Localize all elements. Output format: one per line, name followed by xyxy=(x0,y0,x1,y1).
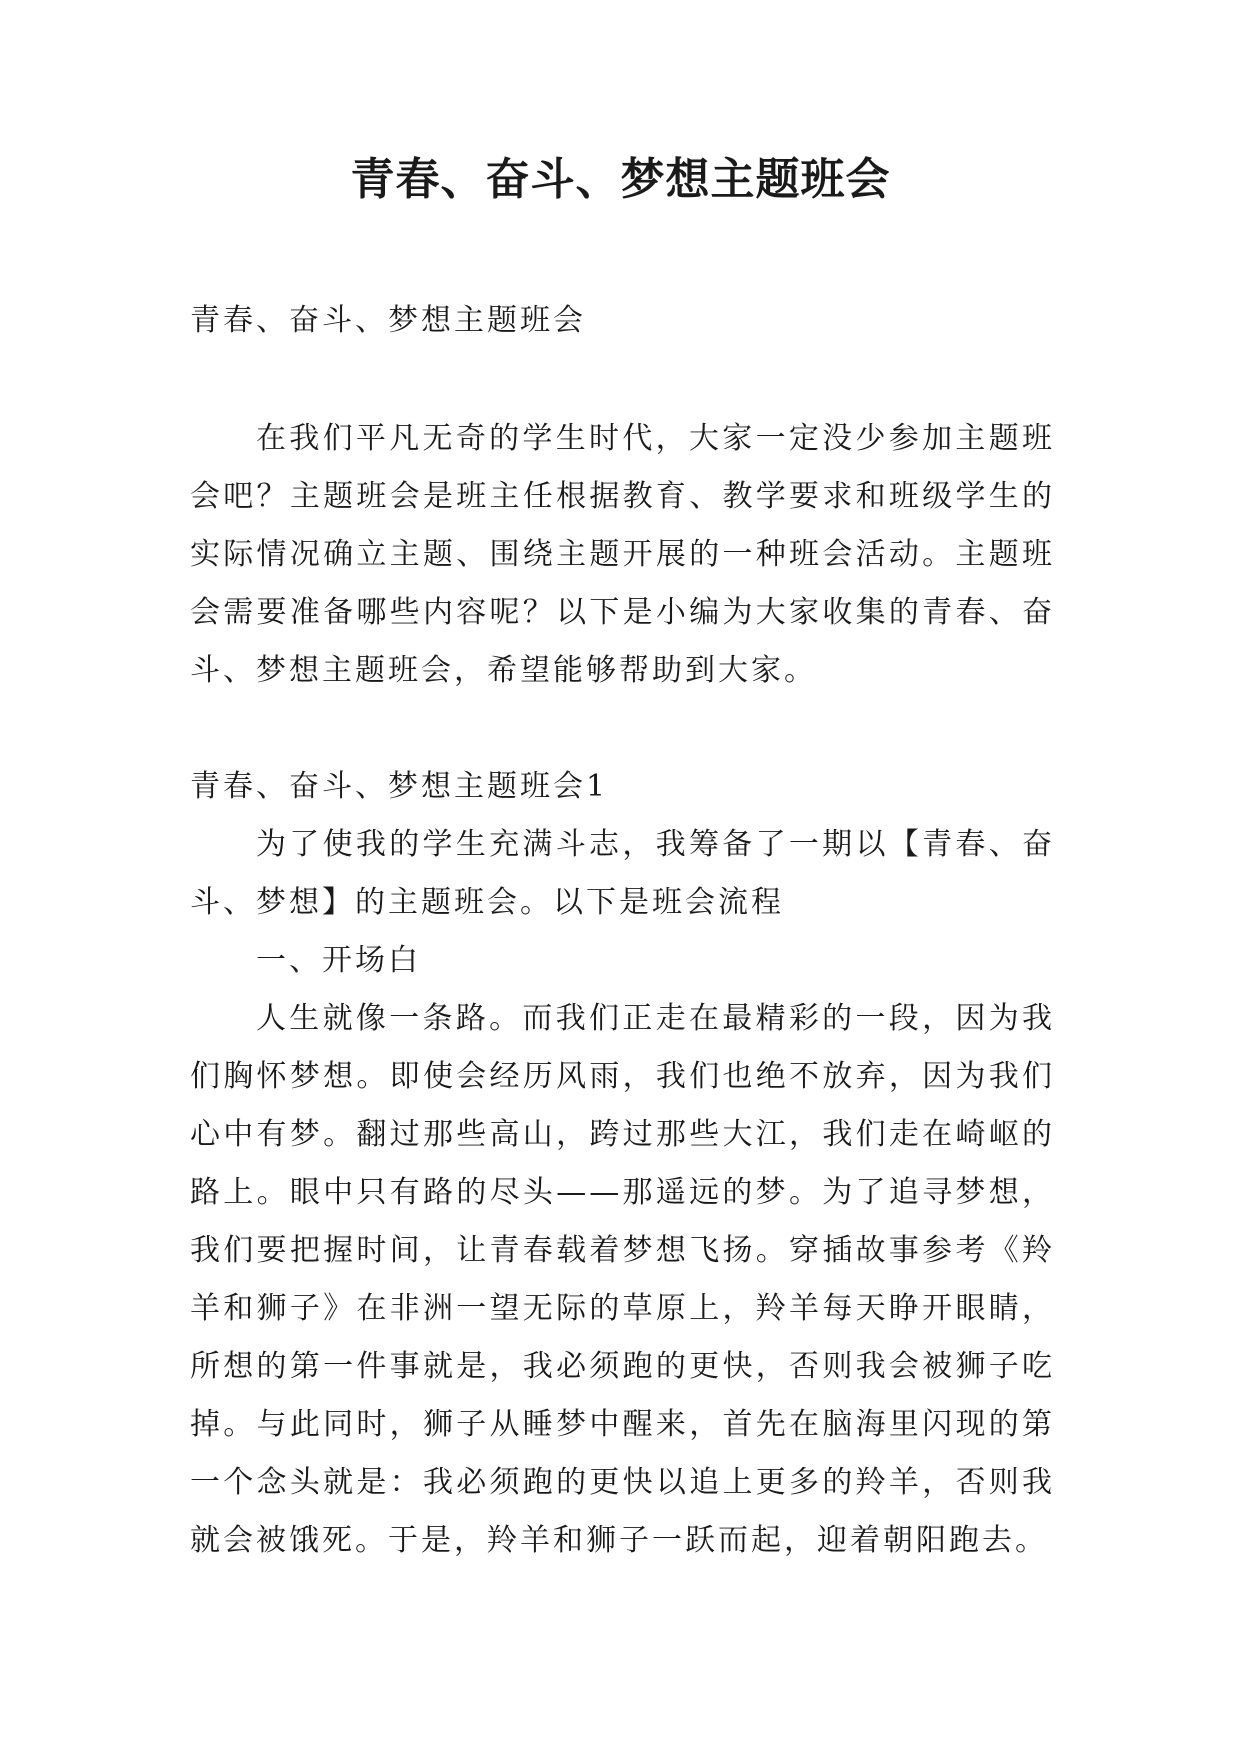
story-paragraph: 人生就像一条路。而我们正走在最精彩的一段，因为我们胸怀梦想。即使会经历风雨，我们也绝不放弃，因为我们心中有梦。翻过那些高山，跨过那些大江，我们走在崎岖的路上。眼中只有路的尽头——那遥远的梦。为了追寻梦想，我们要把握时间，让青春载着梦想飞扬。穿插故事参考《羚羊和狮子》在非洲一望无际的草原上，羚羊每天睁开眼睛，所想的第一件事就是，我必须跑的更快，否则我会被狮子吃掉。与此同时，狮子从睡梦中醒来，首先在脑海里闪现的第一个念头就是：我必须跑的更快以追上更多的羚羊，否则我就会被饿死。于是，羚羊和狮子一跃而起，迎着朝阳跑去。 xyxy=(190,1001,1055,1558)
document-title: 青春、奋斗、梦想主题班会 xyxy=(350,154,891,205)
intro-paragraph: 在我们平凡无奇的学生时代，大家一定没少参加主题班会吧？主题班会是班主任根据教育、教学要求和班级学生的实际情况确立主题、围绕主题开展的一种班会活动。主题班会需要准备哪些内容呢？以下是小编为大家收集的青春、奋斗、梦想主题班会，希望能够帮助到大家。 xyxy=(190,421,1055,688)
section-paragraph: 为了使我的学生充满斗志，我筹备了一期以【青春、奋斗、梦想】的主题班会。以下是班会流程 xyxy=(190,827,1055,920)
list-item-heading: 一、开场白 xyxy=(256,943,421,978)
document-body xyxy=(190,292,1055,1570)
document-subtitle: 青春、奋斗、梦想主题班会 xyxy=(190,303,586,338)
section-heading: 青春、奋斗、梦想主题班会1 xyxy=(190,769,609,804)
